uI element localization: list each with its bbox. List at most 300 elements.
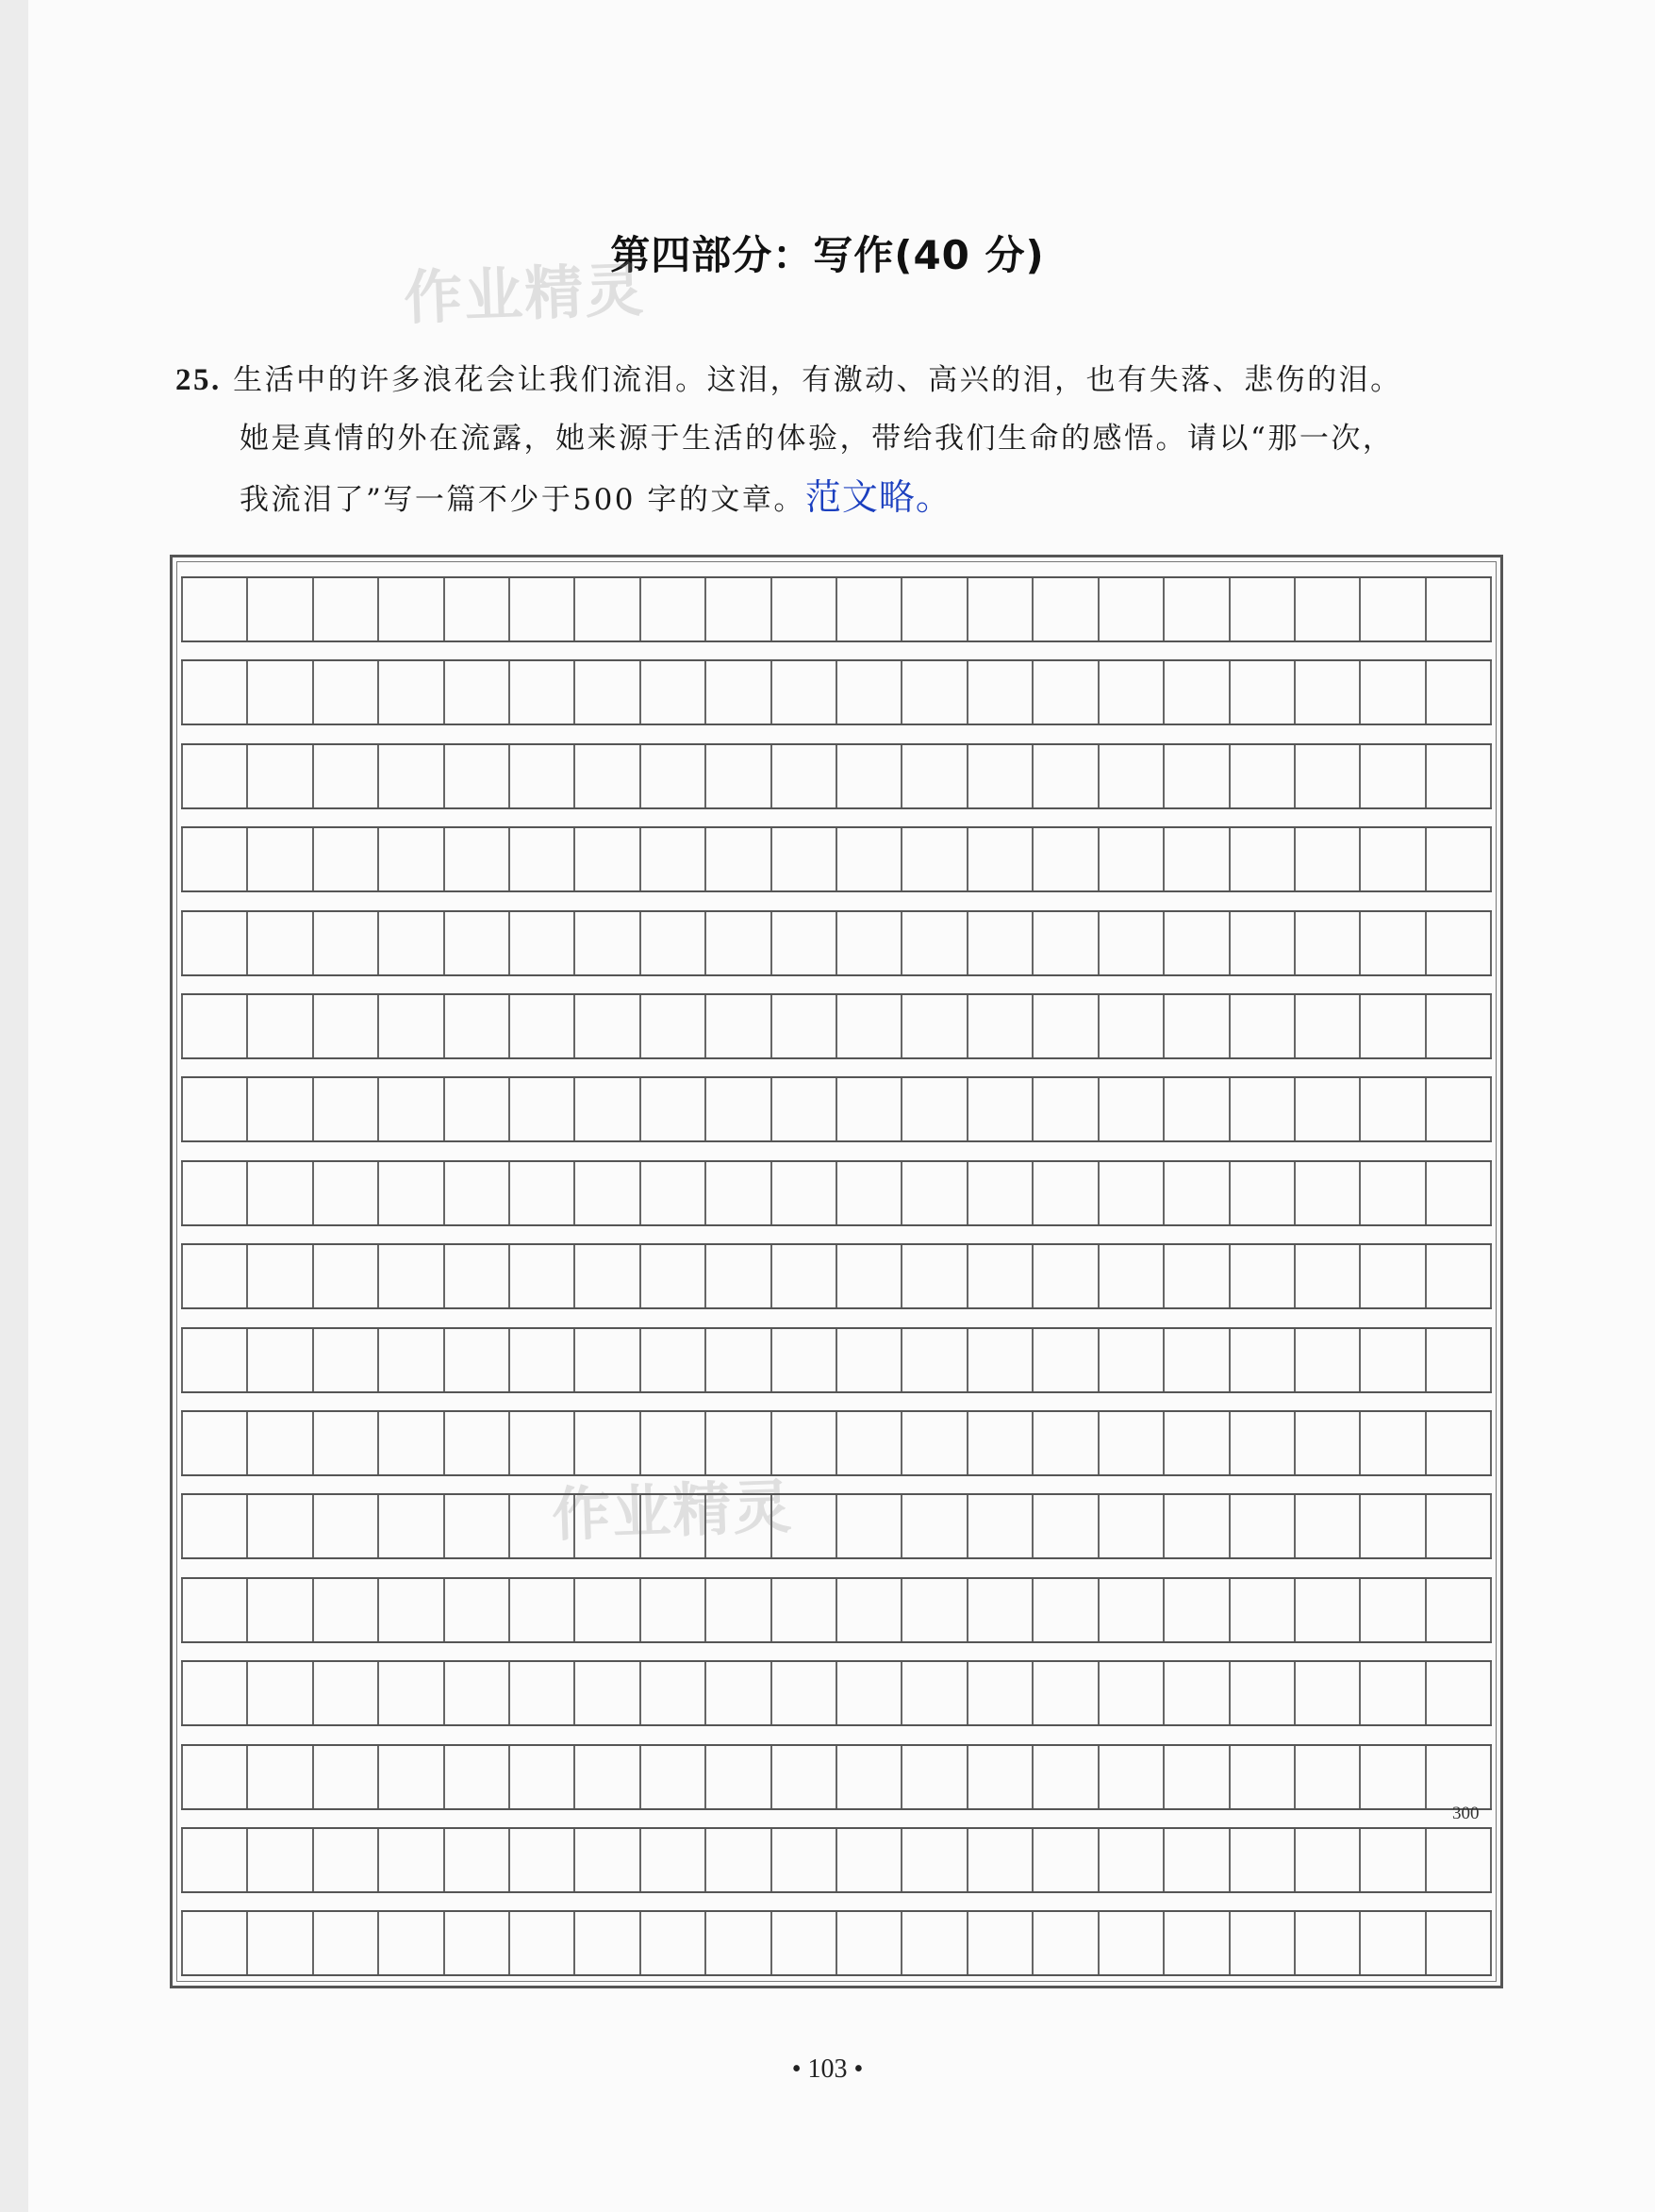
grid-cell: [1425, 1245, 1492, 1307]
grid-cell: [443, 1579, 508, 1641]
grid-cell: [639, 912, 704, 974]
grid-cell: [770, 661, 836, 723]
grid-cell: [901, 1078, 966, 1140]
grid-cell: [1425, 995, 1492, 1057]
grid-cell: [704, 578, 770, 640]
grid-cell: [1359, 1162, 1424, 1224]
grid-cell: [1294, 578, 1359, 640]
grid-cell: [1098, 1912, 1163, 1974]
grid-cell: [1229, 1078, 1294, 1140]
grid-cell: [1359, 828, 1424, 890]
grid-cell: [1098, 578, 1163, 640]
grid-cell: [377, 578, 442, 640]
grid-cell: [1229, 1912, 1294, 1974]
grid-cell: [901, 1412, 966, 1474]
grid-cell: [312, 1662, 377, 1724]
grid-cell: [1425, 1412, 1492, 1474]
grid-cell: [181, 1412, 246, 1474]
grid-cell: [704, 828, 770, 890]
grid-cell: [967, 828, 1032, 890]
grid-cell: [312, 1412, 377, 1474]
grid-cell: [836, 745, 901, 807]
grid-cell: [1163, 1495, 1228, 1557]
grid-cell: [573, 1162, 638, 1224]
grid-cell: [246, 1829, 311, 1891]
grid-cell: [704, 661, 770, 723]
grid-cell: [836, 1412, 901, 1474]
grid-cell: [312, 1162, 377, 1224]
grid-cell: [967, 1579, 1032, 1641]
grid-cell: [836, 661, 901, 723]
grid-cell: [246, 1412, 311, 1474]
grid-cell: [1163, 1412, 1228, 1474]
grid-cell: [508, 1329, 573, 1391]
grid-cell: [1163, 995, 1228, 1057]
grid-cell: [443, 578, 508, 640]
grid-cell: [377, 1078, 442, 1140]
grid-cell: [573, 1412, 638, 1474]
grid-cell: [377, 828, 442, 890]
grid-cell: [181, 1329, 246, 1391]
grid-row: [181, 1577, 1492, 1643]
grid-cell: [443, 995, 508, 1057]
grid-cell: [246, 1245, 311, 1307]
grid-cell: [246, 578, 311, 640]
grid-cell: [836, 1245, 901, 1307]
grid-row: [181, 659, 1492, 725]
grid-cell: [836, 578, 901, 640]
grid-cell: [967, 1245, 1032, 1307]
grid-cell: [901, 1829, 966, 1891]
grid-cell: [1294, 1078, 1359, 1140]
grid-cell: [1163, 745, 1228, 807]
grid-cell: [1359, 1829, 1424, 1891]
grid-cell: [1229, 995, 1294, 1057]
grid-cell: [1294, 1829, 1359, 1891]
grid-cell: [312, 912, 377, 974]
grid-cell: [901, 1912, 966, 1974]
grid-cell: [1425, 1829, 1492, 1891]
grid-cell: [901, 578, 966, 640]
grid-cell: [1229, 1329, 1294, 1391]
grid-cell: [1359, 1579, 1424, 1641]
grid-cell: [1294, 1579, 1359, 1641]
grid-cell: [1359, 1245, 1424, 1307]
grid-cell: [246, 745, 311, 807]
grid-cell: [967, 995, 1032, 1057]
grid-cell: [1032, 1662, 1097, 1724]
grid-cell: [1163, 1078, 1228, 1140]
grid-cell: [639, 1412, 704, 1474]
grid-cell: [639, 1078, 704, 1140]
grid-cell: [901, 1245, 966, 1307]
grid-cell: [901, 661, 966, 723]
grid-cell: [967, 1162, 1032, 1224]
grid-cell: [770, 1245, 836, 1307]
grid-cell: [704, 1662, 770, 1724]
grid-cell: [1032, 1329, 1097, 1391]
grid-cell: [639, 828, 704, 890]
grid-cell: [246, 1912, 311, 1974]
grid-cell: [836, 912, 901, 974]
grid-cell: [639, 1329, 704, 1391]
grid-row: [181, 826, 1492, 892]
grid-cell: [836, 828, 901, 890]
grid-cell: [246, 1078, 311, 1140]
grid-cell: [573, 912, 638, 974]
grid-cell: [704, 1078, 770, 1140]
grid-cell: [704, 1162, 770, 1224]
grid-cell: [1163, 661, 1228, 723]
grid-cell: [1229, 578, 1294, 640]
grid-cell: [443, 1912, 508, 1974]
grid-cell: [704, 1495, 770, 1557]
grid-cell: [181, 578, 246, 640]
grid-cell: [836, 1078, 901, 1140]
grid-cell: [1425, 1662, 1492, 1724]
grid-cell: [508, 661, 573, 723]
grid-cell: [443, 1662, 508, 1724]
grid-cell: [1163, 578, 1228, 640]
grid-cell: [508, 1912, 573, 1974]
grid-cell: [312, 1579, 377, 1641]
grid-cell: [967, 912, 1032, 974]
grid-cell: [836, 1329, 901, 1391]
grid-cell: [1294, 745, 1359, 807]
grid-cell: [246, 1662, 311, 1724]
grid-cell: [1163, 1746, 1228, 1808]
grid-cell: [770, 1412, 836, 1474]
grid-cell: [181, 1912, 246, 1974]
grid-cell: [573, 1329, 638, 1391]
grid-cell: [770, 745, 836, 807]
grid-cell: [508, 1078, 573, 1140]
question-text-3: 我流泪了”写一篇不少于500 字的文章。: [240, 483, 805, 517]
grid-cell: [443, 1746, 508, 1808]
grid-cell: [508, 1412, 573, 1474]
question-line: [175, 351, 1514, 409]
grid-cell: [639, 1912, 704, 1974]
grid-cell: [1032, 1162, 1097, 1224]
grid-cell: [1032, 1829, 1097, 1891]
grid-cell: [246, 1579, 311, 1641]
grid-cell: [1294, 1162, 1359, 1224]
grid-cell: [770, 1078, 836, 1140]
grid-cell: [1294, 1495, 1359, 1557]
grid-cell: [1425, 1495, 1492, 1557]
grid-cell: [246, 661, 311, 723]
grid-cell: [1229, 1162, 1294, 1224]
grid-cell: [377, 1495, 442, 1557]
grid-cell: [181, 745, 246, 807]
grid-row: [181, 1160, 1492, 1226]
grid-cell: [181, 1662, 246, 1724]
grid-cell: [704, 1579, 770, 1641]
grid-cell: [967, 1746, 1032, 1808]
grid-cell: [443, 1495, 508, 1557]
grid-cell: [246, 1746, 311, 1808]
grid-cell: [1098, 1245, 1163, 1307]
grid-cell: [639, 578, 704, 640]
grid-cell: [1098, 745, 1163, 807]
grid-cell: [1229, 828, 1294, 890]
grid-cell: [901, 1495, 966, 1557]
grid-cell: [770, 578, 836, 640]
grid-cell: [1294, 1329, 1359, 1391]
grid-cell: [1098, 661, 1163, 723]
grid-cell: [377, 1162, 442, 1224]
grid-cell: [508, 745, 573, 807]
grid-cell: [573, 1495, 638, 1557]
grid-cell: [1425, 1078, 1492, 1140]
grid-cell: [704, 1912, 770, 1974]
grid-cell: [377, 1579, 442, 1641]
answer-note: 范文略。: [804, 476, 952, 518]
grid-cell: [1098, 1662, 1163, 1724]
grid-cell: [1032, 828, 1097, 890]
grid-cell: [770, 1579, 836, 1641]
grid-cell: [377, 1662, 442, 1724]
grid-cell: [1098, 1495, 1163, 1557]
grid-cell: [967, 1495, 1032, 1557]
grid-cell: [181, 912, 246, 974]
grid-cell: [901, 995, 966, 1057]
grid-cell: [639, 1829, 704, 1891]
grid-cell: [181, 1495, 246, 1557]
grid-cell: [1032, 1245, 1097, 1307]
grid-cell: [1032, 1495, 1097, 1557]
grid-cell: [639, 995, 704, 1057]
grid-cell: [443, 1412, 508, 1474]
grid-cell: [1425, 661, 1492, 723]
grid-cell: [1359, 1412, 1424, 1474]
grid-cell: [770, 1746, 836, 1808]
grid-cell: [443, 912, 508, 974]
grid-cell: [901, 745, 966, 807]
grid-cell: [770, 828, 836, 890]
grid-cell: [639, 1579, 704, 1641]
grid-cell: [1098, 828, 1163, 890]
grid-row: [181, 1327, 1492, 1393]
grid-cell: [1098, 1078, 1163, 1140]
grid-cell: [573, 745, 638, 807]
grid-cell: [1032, 1746, 1097, 1808]
grid-cell: [1163, 1829, 1228, 1891]
grid-cell: [836, 1746, 901, 1808]
grid-cell: [1425, 912, 1492, 974]
grid-cell: [443, 1078, 508, 1140]
grid-cell: [967, 1412, 1032, 1474]
grid-cell: [377, 1412, 442, 1474]
grid-cell: [1425, 1162, 1492, 1224]
grid-row: [181, 993, 1492, 1059]
grid-cell: [639, 1245, 704, 1307]
grid-cell: [1425, 745, 1492, 807]
grid-cell: [181, 1078, 246, 1140]
grid-cell: [1098, 1412, 1163, 1474]
grid-cell: [770, 1662, 836, 1724]
watermark-logo: 作业精灵: [402, 255, 647, 333]
grid-cell: [1294, 828, 1359, 890]
grid-cell: [312, 1078, 377, 1140]
grid-row: [181, 910, 1492, 976]
grid-cell: [1032, 995, 1097, 1057]
grid-cell: [508, 995, 573, 1057]
question-text-2: 她是真情的外在流露，她来源于生活的体验，带给我们生命的感悟。请以“那一次，: [240, 422, 1395, 456]
grid-cell: [508, 1495, 573, 1557]
grid-cell: [1294, 995, 1359, 1057]
page-number: • 103 •: [791, 2054, 864, 2084]
grid-cell: [1425, 1746, 1492, 1808]
grid-row: [181, 1076, 1492, 1142]
grid-cell: [1163, 1662, 1228, 1724]
grid-cell: [508, 1662, 573, 1724]
grid-cell: [901, 1162, 966, 1224]
grid-cell: [312, 745, 377, 807]
grid-cell: [1294, 1245, 1359, 1307]
grid-cell: [901, 828, 966, 890]
grid-row: [181, 1660, 1492, 1726]
grid-cell: [1098, 1746, 1163, 1808]
grid-cell: [1229, 745, 1294, 807]
grid-cell: [508, 912, 573, 974]
grid-cell: [1032, 1412, 1097, 1474]
grid-cell: [1229, 1662, 1294, 1724]
grid-cell: [704, 1245, 770, 1307]
grid-cell: [967, 1662, 1032, 1724]
grid-cell: [770, 1329, 836, 1391]
grid-cell: [312, 578, 377, 640]
grid-cell: [770, 1829, 836, 1891]
grid-cell: [573, 1662, 638, 1724]
grid-cell: [573, 1746, 638, 1808]
grid-row: [181, 743, 1492, 809]
grid-cell: [1229, 661, 1294, 723]
grid-cell: [573, 661, 638, 723]
grid-cell: [1032, 661, 1097, 723]
grid-cell: [181, 995, 246, 1057]
grid-cell: [1098, 995, 1163, 1057]
grid-cell: [508, 1829, 573, 1891]
grid-cell: [704, 745, 770, 807]
grid-cell: [1229, 1579, 1294, 1641]
grid-cell: [508, 828, 573, 890]
grid-cell: [836, 1662, 901, 1724]
grid-cell: [1229, 1829, 1294, 1891]
grid-cell: [901, 1662, 966, 1724]
grid-cell: [770, 1912, 836, 1974]
question-block: [175, 351, 1514, 529]
grid-cell: [967, 1829, 1032, 1891]
grid-cell: [836, 1162, 901, 1224]
writing-grid: [170, 555, 1503, 1988]
grid-cell: [704, 1829, 770, 1891]
grid-cell: [967, 1078, 1032, 1140]
grid-cell: [181, 828, 246, 890]
grid-cell: [770, 995, 836, 1057]
grid-cell: [967, 745, 1032, 807]
grid-cell: [377, 1245, 442, 1307]
grid-cell: [770, 1162, 836, 1224]
grid-cell: [377, 1746, 442, 1808]
grid-cell: [836, 1912, 901, 1974]
grid-cell: [1425, 1579, 1492, 1641]
grid-cell: [1359, 745, 1424, 807]
grid-cell: [1032, 745, 1097, 807]
grid-cell: [1098, 1829, 1163, 1891]
grid-cell: [704, 1329, 770, 1391]
grid-cell: [312, 661, 377, 723]
grid-cell: [1163, 1329, 1228, 1391]
grid-cell: [1163, 1245, 1228, 1307]
grid-cell: [1229, 912, 1294, 974]
grid-cell: [1229, 1245, 1294, 1307]
grid-cell: [1359, 578, 1424, 640]
grid-cell: [1359, 1495, 1424, 1557]
grid-cell: [573, 828, 638, 890]
grid-cell: [704, 1746, 770, 1808]
grid-row: [181, 576, 1492, 642]
grid-cell: [639, 661, 704, 723]
grid-cell: [967, 578, 1032, 640]
grid-cell: [836, 1829, 901, 1891]
grid-cell: [181, 1245, 246, 1307]
grid-cell: [1163, 1912, 1228, 1974]
grid-cell: [377, 912, 442, 974]
grid-cell: [901, 1746, 966, 1808]
grid-cell: [312, 1912, 377, 1974]
word-count-mark: 300: [1452, 1804, 1480, 1823]
grid-cell: [1098, 912, 1163, 974]
grid-cell: [377, 745, 442, 807]
grid-cell: [1163, 1162, 1228, 1224]
grid-cell: [1359, 1662, 1424, 1724]
grid-cell: [967, 1329, 1032, 1391]
grid-cell: [181, 1746, 246, 1808]
grid-cell: [1032, 1912, 1097, 1974]
watermark-logo: 作业精灵: [550, 1472, 795, 1550]
grid-cell: [639, 1495, 704, 1557]
grid-cell: [312, 1495, 377, 1557]
grid-cell: [573, 1912, 638, 1974]
grid-cell: [1163, 1579, 1228, 1641]
grid-cell: [1098, 1329, 1163, 1391]
grid-cell: [1359, 1746, 1424, 1808]
grid-cell: [967, 661, 1032, 723]
grid-cell: [770, 912, 836, 974]
question-text-1: 生活中的许多浪花会让我们流泪。这泪，有激动、高兴的泪，也有失落、悲伤的泪。: [233, 363, 1402, 397]
grid-cell: [377, 661, 442, 723]
grid-cell: [1425, 1912, 1492, 1974]
grid-row: [181, 1243, 1492, 1309]
grid-cell: [1425, 578, 1492, 640]
grid-cell: [443, 1162, 508, 1224]
grid-cell: [443, 745, 508, 807]
grid-cell: [181, 1829, 246, 1891]
grid-cell: [246, 912, 311, 974]
grid-cell: [1229, 1412, 1294, 1474]
grid-cell: [312, 1329, 377, 1391]
question-line: [175, 468, 1514, 529]
grid-cell: [1032, 912, 1097, 974]
grid-cell: [1359, 1078, 1424, 1140]
grid-cell: [246, 995, 311, 1057]
grid-cell: [508, 1579, 573, 1641]
grid-cell: [181, 1579, 246, 1641]
grid-cell: [181, 661, 246, 723]
grid-cell: [967, 1912, 1032, 1974]
grid-cell: [246, 1162, 311, 1224]
